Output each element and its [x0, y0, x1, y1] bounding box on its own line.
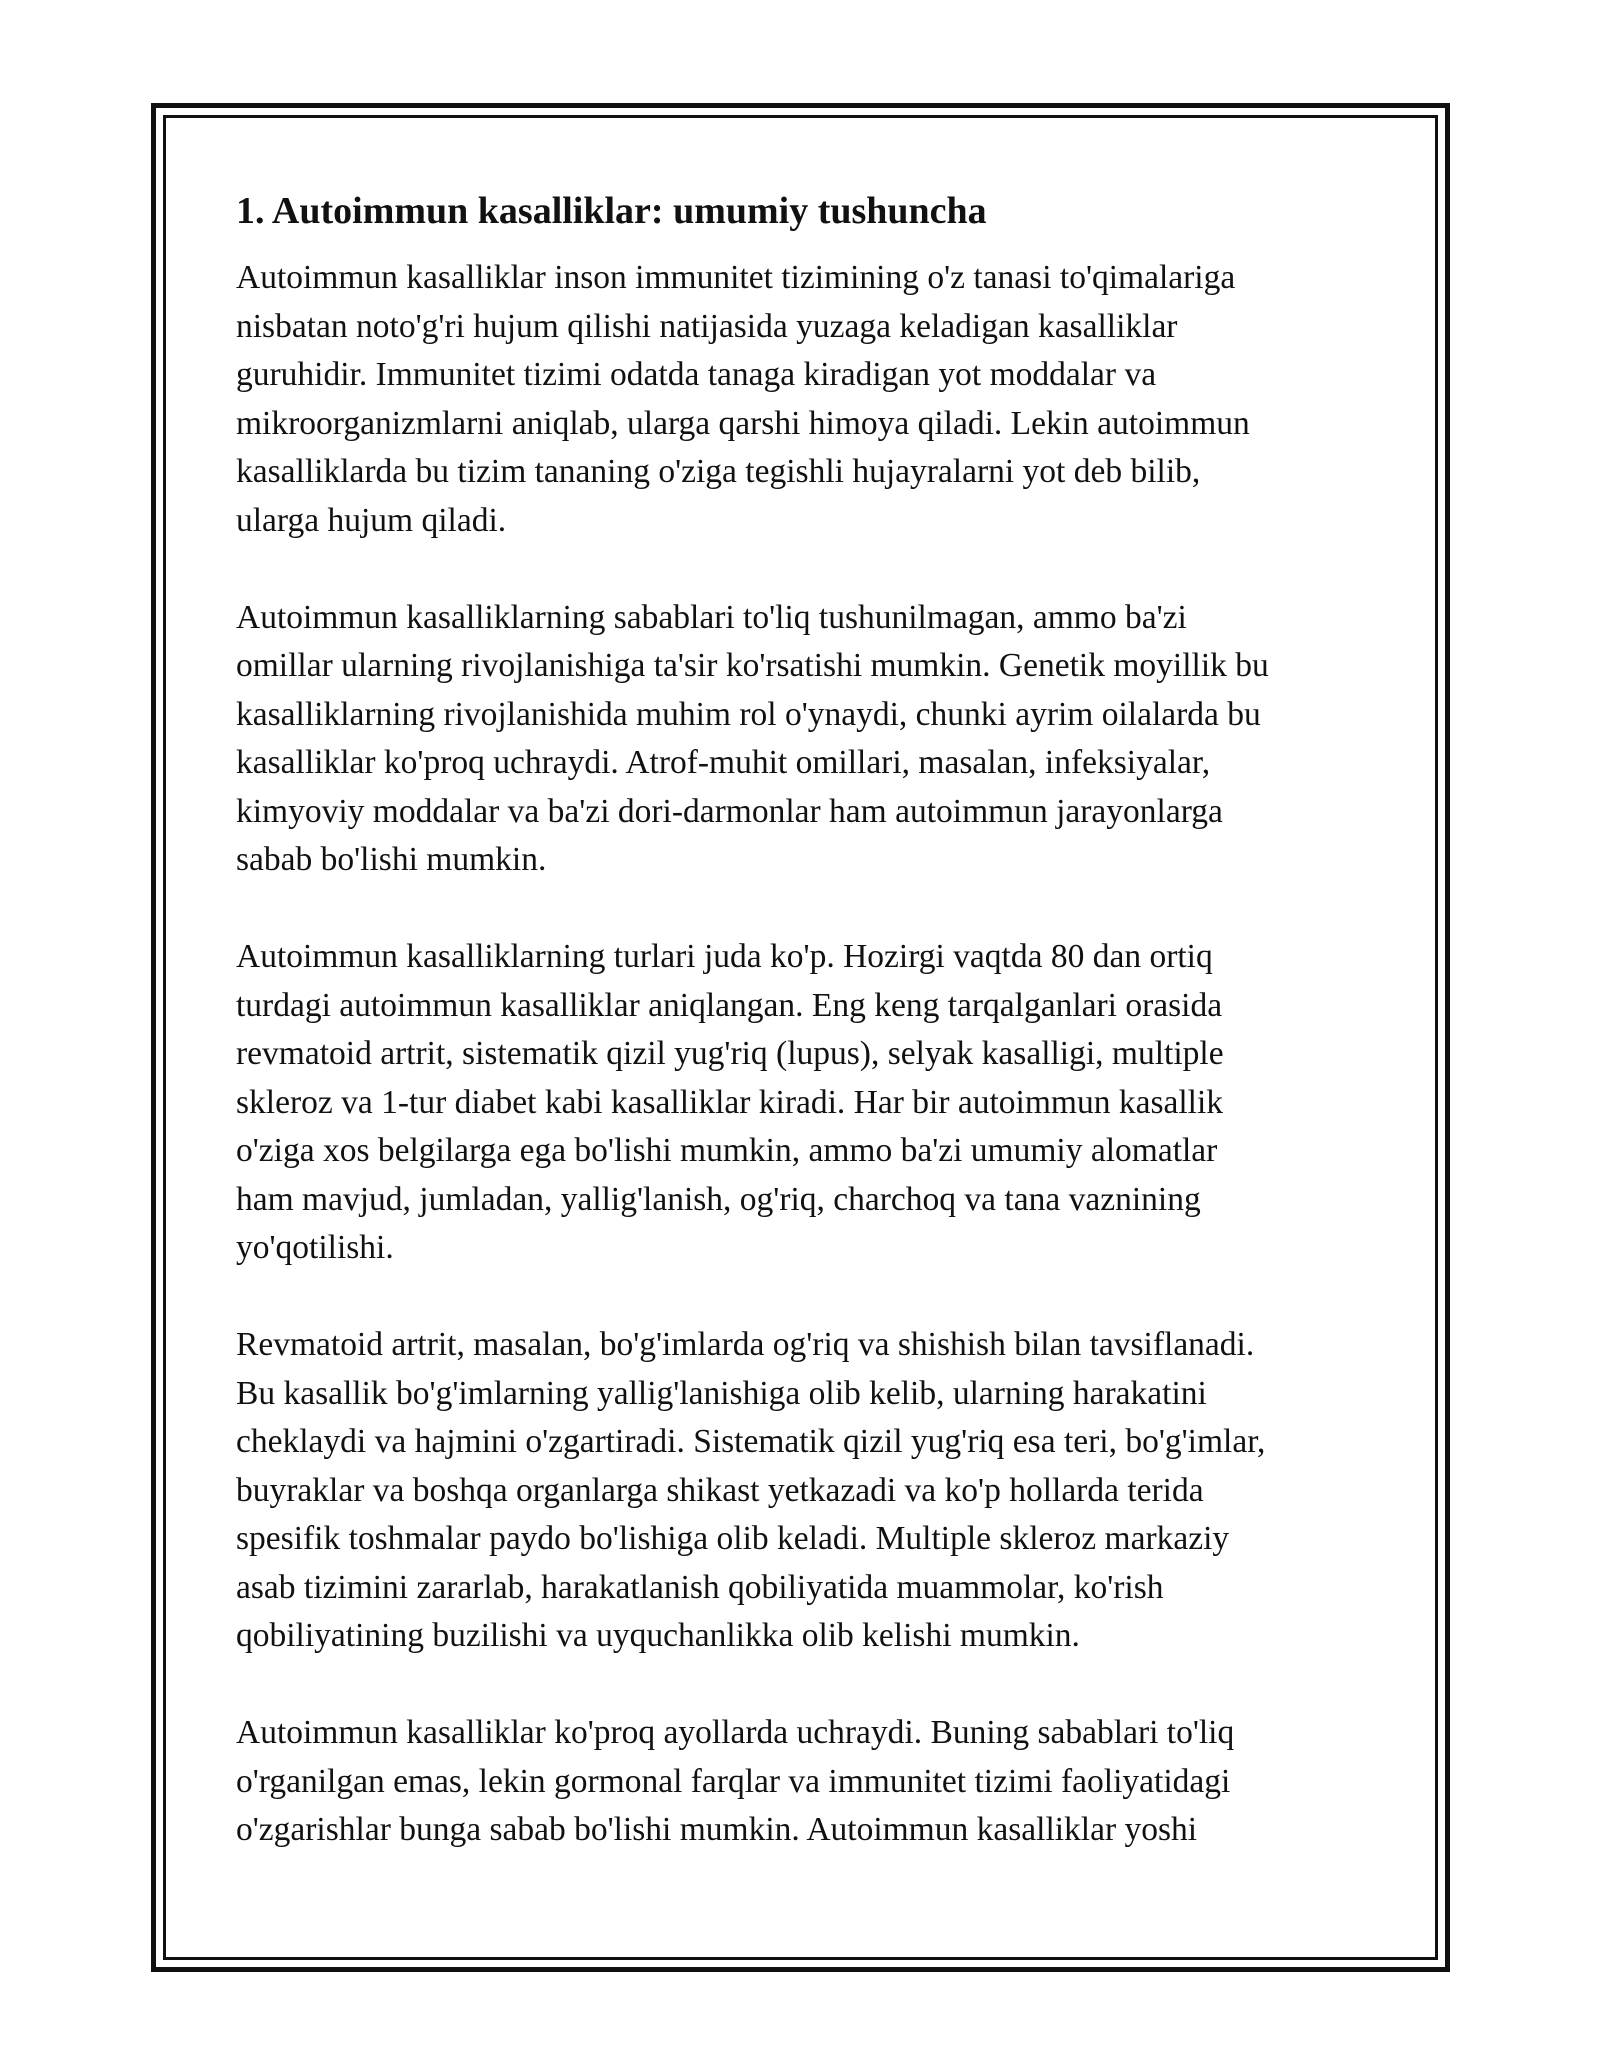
document-body — [236, 186, 1376, 1855]
paragraph-examples: Revmatoid artrit, masalan, bo'g'imlarda og'riq va shishish bilan tavsiflanadi. Bu kasallik bo'g'imlarning yallig'lanishiga olib kelib, ularning harakatini cheklaydi va hajmini o'zgartiradi. Sistematik qizil yug'riq esa teri, bo'g'imlar, buyraklar va boshqa organlarga shikast yetkazadi va ko'p hollarda terida spesifik toshmalar paydo bo'lishiga olib keladi. Multiple skleroz markaziy asab tizimini zararlab, harakatlanish qobiliyatida muammolar, ko'rish qobiliyatining buzilishi va uyquchanlikka olib kelishi mumkin. — [236, 1326, 1266, 1654]
paragraph-prevalence: Autoimmun kasalliklar ko'proq ayollarda uchraydi. Buning sabablari to'liq o'rganilgan emas, lekin gormonal farqlar va immunitet tizimi faoliyatidagi o'zgarishlar bunga sabab bo'lishi mumkin. Autoimmun kasalliklar yoshi — [236, 1714, 1235, 1848]
paragraph-definition: Autoimmun kasalliklar inson immunitet tizimining o'z tanasi to'qimalariga nisbatan noto'g'ri hujum qilishi natijasida yuzaga keladigan kasalliklar guruhidir. Immunitet tizimi odatda tanaga kiradigan yot moddalar va mikroorganizmlarni aniqlab, ularga qarshi himoya qiladi. Lekin autoimmun kasalliklarda bu tizim tananing o'ziga tegishli hujayralarni yot deb bilib, ularga hujum qiladi. — [236, 259, 1250, 539]
paragraph-causes: Autoimmun kasalliklarning sabablari to'liq tushunilmagan, ammo ba'zi omillar ularning rivojlanishiga ta'sir ko'rsatishi mumkin. Genetik moyillik bu kasalliklarning rivojlanishida muhim rol o'ynaydi, chunki ayrim oilalarda bu kasalliklar ko'proq uchraydi. Atrof-muhit omillari, masalan, infeksiyalar, kimyoviy moddalar va ba'zi dori-darmonlar ham autoimmun jarayonlarga sabab bo'lishi mumkin. — [236, 598, 1269, 878]
section-heading: 1. Autoimmun kasalliklar: umumiy tushuncha — [236, 190, 987, 232]
paragraph-types: Autoimmun kasalliklarning turlari juda ko'p. Hozirgi vaqtda 80 dan ortiq turdagi autoimmun kasalliklar aniqlangan. Eng keng tarqalganlari orasida revmatoid artrit, sistematik qizil yug'riq (lupus), selyak kasalligi, multiple skleroz va 1-tur diabet kabi kasalliklar kiradi. Har bir autoimmun kasallik o'ziga xos belgilarga ega bo'lishi mumkin, ammo ba'zi umumiy alomatlar ham mavjud, jumladan, yallig'lanish, og'riq, charchoq va tana vaznining yo'qotilishi. — [236, 938, 1224, 1266]
